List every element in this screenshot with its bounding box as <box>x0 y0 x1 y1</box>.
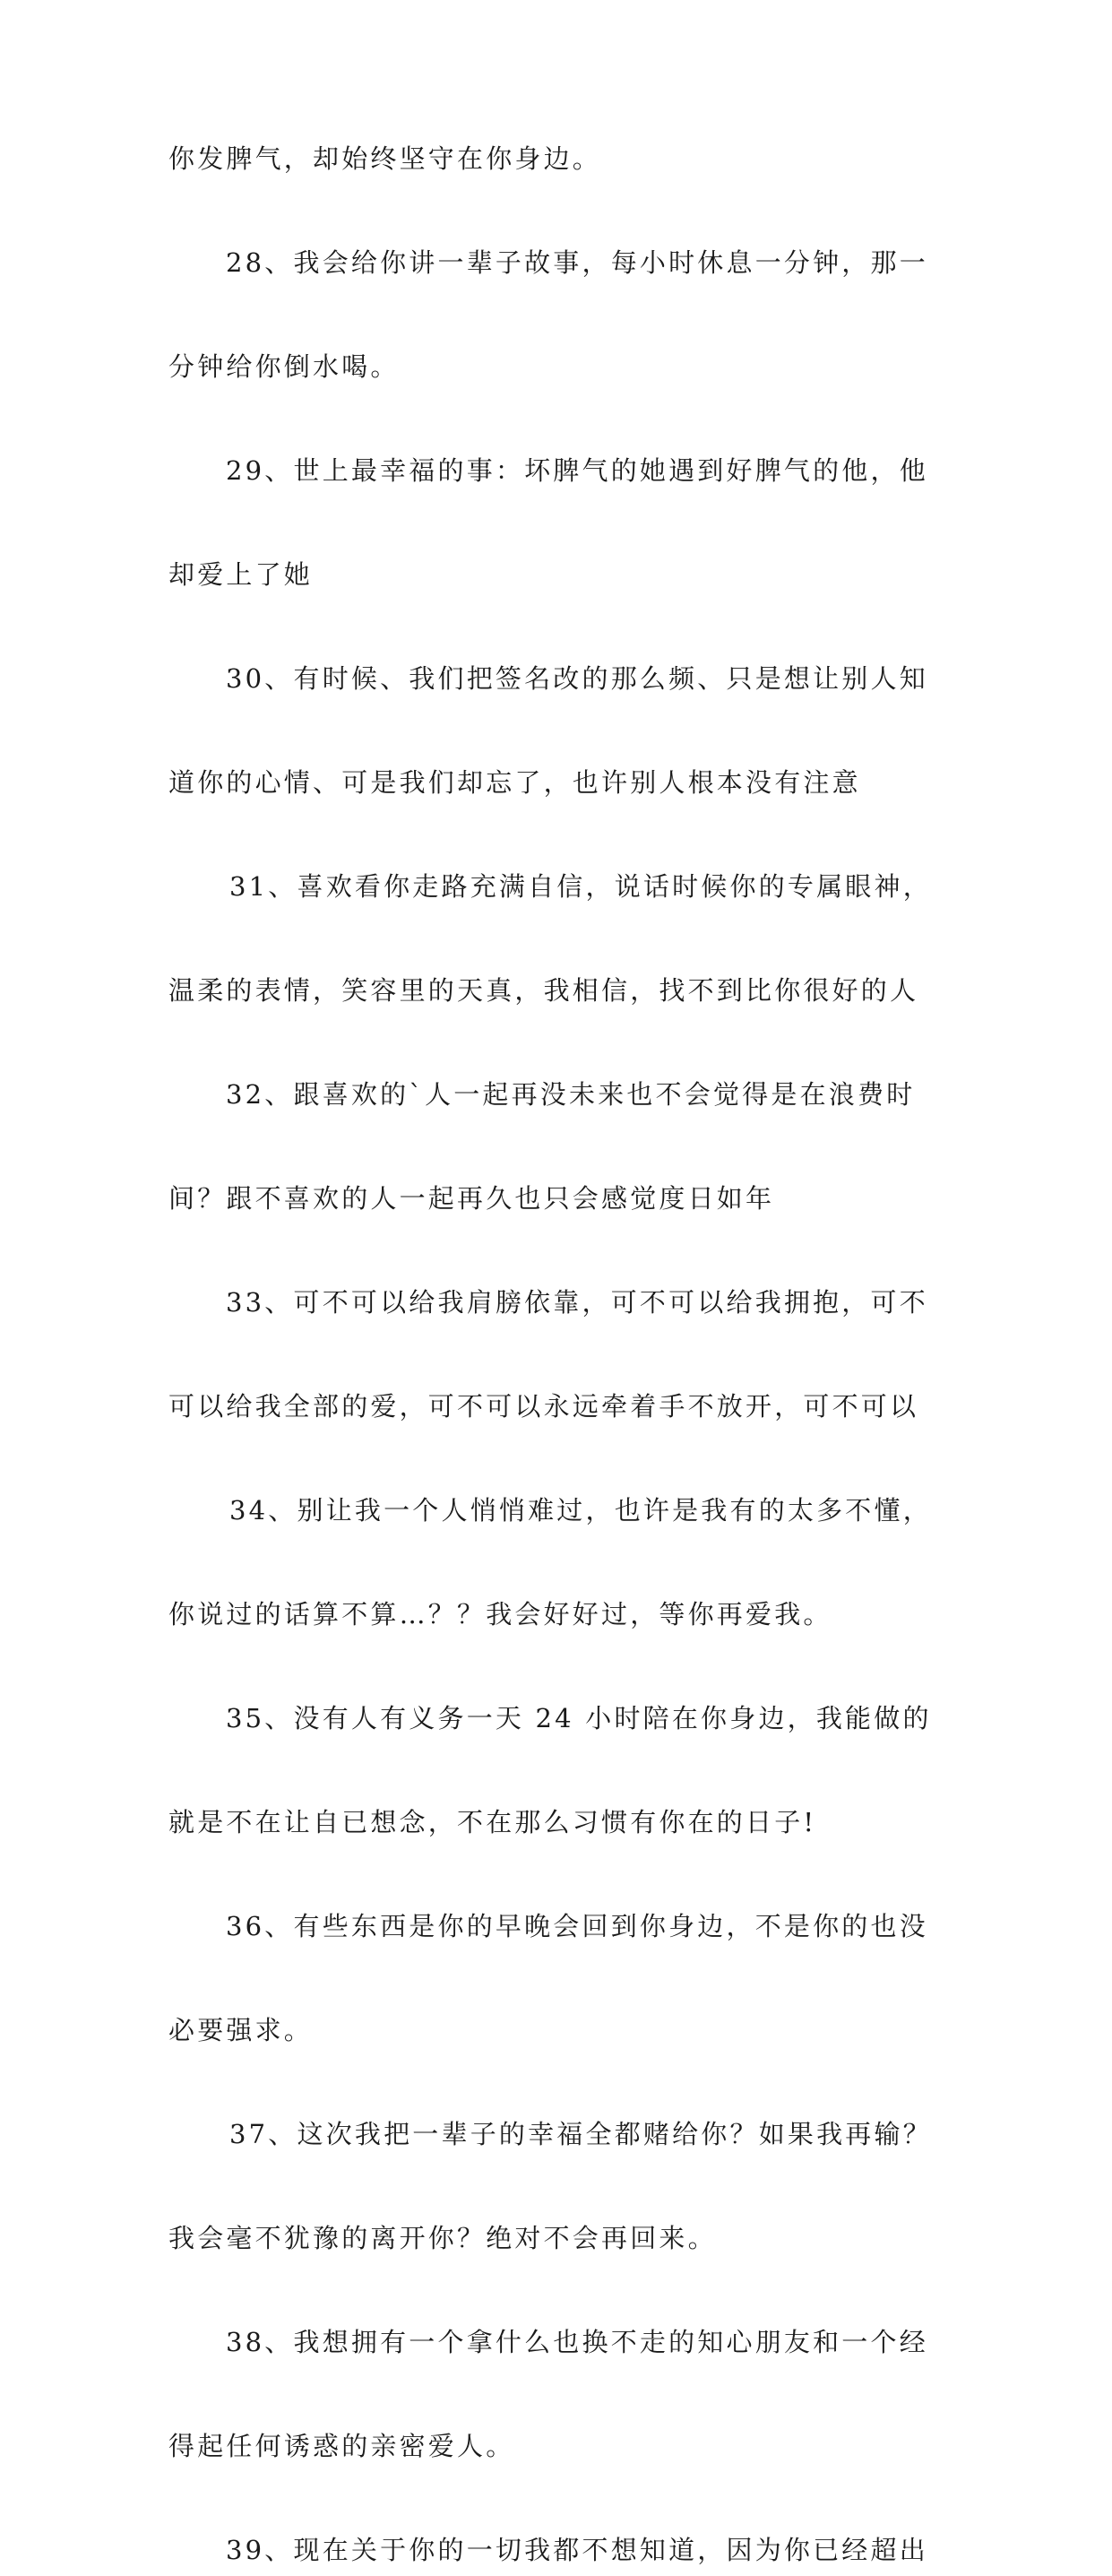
text-line: 你发脾气，却始终坚守在你身边。 <box>168 143 602 174</box>
text-line: 可以给我全部的爱，可不可以永远牵着手不放开，可不可以 <box>168 1391 919 1422</box>
list-item-30: 30、有时候、我们把签名改的那么频、只是想让别人知 <box>226 663 928 694</box>
list-item-37: 37、这次我把一辈子的幸福全都赌给你？如果我再输？ <box>229 2119 932 2149</box>
list-item-39: 39、现在关于你的一切我都不想知道，因为你已经超出 <box>226 2535 928 2565</box>
list-item-29: 29、世上最幸福的事：坏脾气的她遇到好脾气的他，他 <box>226 455 928 486</box>
list-item-34: 34、别让我一个人悄悄难过，也许是我有的太多不懂， <box>229 1495 932 1526</box>
text-line: 得起任何诱惑的亲密爱人。 <box>168 2431 515 2461</box>
document-page <box>168 133 939 2576</box>
text-line: 分钟给你倒水喝。 <box>168 351 400 382</box>
text-line: 必要强求。 <box>168 2015 314 2045</box>
list-item-32: 32、跟喜欢的`人一起再没未来也不会觉得是在浪费时 <box>226 1079 916 1110</box>
list-item-35: 35、没有人有义务一天 24 小时陪在你身边，我能做的 <box>226 1703 932 1733</box>
list-item-31: 31、喜欢看你走路充满自信，说话时候你的专属眼神， <box>229 871 932 902</box>
list-item-38: 38、我想拥有一个拿什么也换不走的知心朋友和一个经 <box>226 2327 928 2357</box>
text-line: 间？跟不喜欢的人一起再久也只会感觉度日如年 <box>168 1183 775 1214</box>
text-line: 温柔的表情，笑容里的天真，我相信，找不到比你很好的人 <box>168 975 919 1006</box>
text-line: 却爱上了她 <box>168 559 314 590</box>
text-line: 就是不在让自已想念，不在那么习惯有你在的日子! <box>168 1807 817 1837</box>
text-line: 你说过的话算不算…？？我会好好过，等你再爱我。 <box>168 1599 832 1629</box>
list-item-28: 28、我会给你讲一辈子故事，每小时休息一分钟，那一 <box>226 247 928 278</box>
text-line: 我会毫不犹豫的离开你？绝对不会再回来。 <box>168 2223 717 2253</box>
list-item-36: 36、有些东西是你的早晚会回到你身边，不是你的也没 <box>226 1911 928 1941</box>
text-line: 道你的心情、可是我们却忘了，也许别人根本没有注意 <box>168 767 861 798</box>
list-item-33: 33、可不可以给我肩膀依靠，可不可以给我拥抱，可不 <box>226 1287 928 1318</box>
